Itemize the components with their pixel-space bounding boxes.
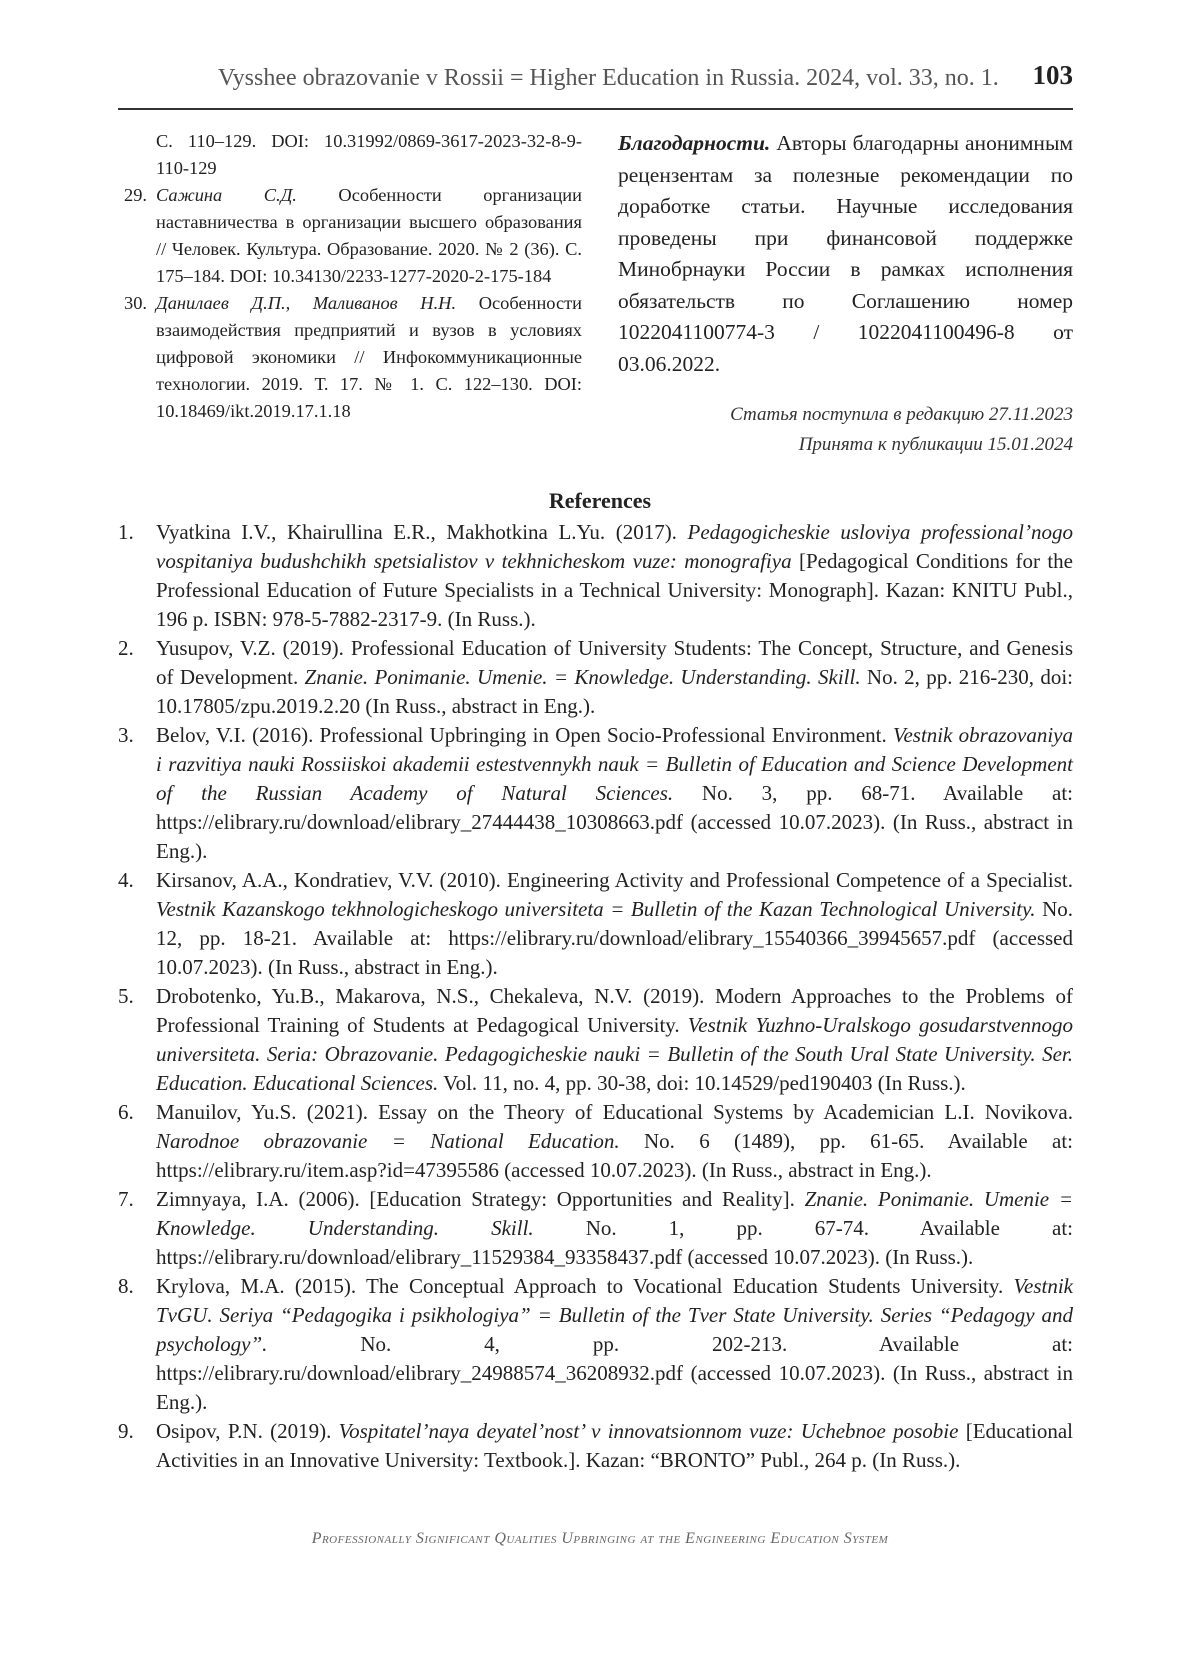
references-list	[118, 518, 1073, 1475]
received-date: Статья поступила в редакцию 27.11.2023	[730, 404, 1073, 425]
reference-item	[118, 982, 1073, 1098]
reference-source: Pedagogicheskie usloviya professional’nogo vospitaniya budushchikh spetsialistov v tekhnicheskom vuze: monografiya	[156, 520, 1074, 573]
acknowledgements-heading: Благодарности.	[618, 131, 771, 155]
reference-number: 1.	[118, 520, 134, 544]
reference-authors: Kirsanov, A.A., Kondratiev, V.V. (2010). Engineering Activity and Professional Competence of a Specialist.	[156, 868, 1073, 892]
reference-number: 5.	[118, 984, 134, 1008]
reference-item	[118, 518, 1073, 634]
reference-details: No. 1, pp. 67-74. Available at: https://elibrary.ru/download/elibrary_11529384_93358437.pdf (accessed 10.07.2023). (In Russ.).	[156, 1216, 1073, 1269]
acknowledgements	[618, 128, 1073, 380]
article-dates	[730, 400, 1073, 460]
reference-30	[124, 290, 582, 425]
reference-number: 30.	[124, 293, 147, 313]
reference-details: Vol. 11, no. 4, pp. 30-38, doi: 10.14529/ped190403 (In Russ.).	[438, 1071, 966, 1095]
reference-source: Vospitatel’naya deyatel’nost’ v innovatsionnom vuze: Uchebnoe posobie	[338, 1419, 959, 1443]
reference-number: 2.	[118, 636, 134, 660]
acknowledgements-text: Авторы благодарны анонимным рецензентам за полезные рекомендации по доработке статьи. Научные исследования проведены при финансовой поддержке Минобрнауки России в рамках исполнения обязательств по Соглашению номер 1022041100774-3 / 1022041100496-8 от 03.06.2022.	[618, 131, 1073, 376]
reference-details: No. 12, pp. 18-21. Available at: https://elibrary.ru/download/elibrary_15540366_39945657.pdf (accessed 10.07.2023). (In Russ., abstract in Eng.).	[156, 897, 1073, 979]
reference-number: 4.	[118, 868, 134, 892]
reference-authors: Krylova, M.A. (2015). The Conceptual Approach to Vocational Education Students University.	[156, 1274, 1014, 1298]
running-header	[118, 60, 1073, 110]
reference-details: No. 3, pp. 68-71. Available at: https://elibrary.ru/download/elibrary_27444438_10308663.pdf (accessed 10.07.2023). (In Russ., abstract in Eng.).	[156, 781, 1074, 863]
reference-source: Znanie. Ponimanie. Umenie. = Knowledge. Understanding. Skill.	[304, 665, 861, 689]
reference-29	[124, 182, 582, 290]
reference-details: [Educational Activities in an Innovative University: Textbook.]. Kazan: “BRONTO” Publ., 264 p. (In Russ.).	[156, 1419, 1073, 1472]
reference-number: 29.	[124, 185, 147, 205]
reference-source: Vestnik obrazovaniya i razvitiya nauki Rossiiskoi akademii estestvennykh nauk = Bulletin of Education and Science Development of the Russian Academy of Natural Sciences.	[156, 723, 1073, 805]
reference-item	[118, 1272, 1073, 1417]
page-number: 103	[1032, 60, 1073, 90]
reference-item	[118, 866, 1073, 982]
reference-source: Vestnik Kazanskogo tekhnologicheskogo universiteta = Bulletin of the Kazan Technological University.	[156, 897, 1036, 921]
reference-details: [Pedagogical Conditions for the Professional Education of Future Specialists in a Technical University: Monograph]. Kazan: KNITU Publ., 196 p. ISBN: 978-5-7882-2317-9. (In Russ.).	[156, 549, 1073, 631]
reference-continuation: С. 110–129. DOI: 10.31992/0869-3617-2023-32-8-9-110-129	[156, 131, 582, 178]
reference-authors: Yusupov, V.Z. (2019). Professional Education of University Students: The Concept, Structure, and Genesis of Development.	[156, 636, 1073, 689]
reference-authors: Belov, V.I. (2016). Professional Upbringing in Open Socio-Professional Environment.	[156, 723, 893, 747]
reference-number: 9.	[118, 1419, 134, 1443]
reference-number: 3.	[118, 723, 134, 747]
journal-title: Vysshee obrazovanie v Rossii = Higher Education in Russia. 2024, vol. 33, no. 1.	[218, 65, 999, 91]
reference-author: Данилаев Д.П., Маливанов Н.Н.	[156, 293, 457, 313]
reference-authors: Manuilov, Yu.S. (2021). Essay on the Theory of Educational Systems by Academician L.I. Novikova.	[156, 1100, 1073, 1124]
reference-item	[118, 1098, 1073, 1185]
reference-details: No. 4, pp. 202-213. Available at: https://elibrary.ru/download/elibrary_24988574_36208932.pdf (accessed 10.07.2023). (In Russ., abstract in Eng.).	[156, 1332, 1073, 1414]
references-title: References	[548, 488, 652, 513]
reference-item	[118, 1185, 1073, 1272]
reference-details: No. 2, pp. 216-230, doi: 10.17805/zpu.2019.2.20 (In Russ., abstract in Eng.).	[156, 665, 1074, 718]
reference-text: Особенности взаимодействия предприятий и вузов в условиях цифровой экономики // Инфокоммуникационные технологии. 2019. Т. 17. № 1. С. 122–130. DOI: 10.18469/ikt.2019.17.1.18	[156, 293, 582, 421]
reference-item	[118, 1417, 1073, 1475]
reference-source: Znanie. Ponimanie. Umenie = Knowledge. Understanding. Skill.	[156, 1187, 1074, 1240]
reference-source: Narodnoe obrazovanie = National Education.	[156, 1129, 620, 1153]
reference-number: 7.	[118, 1187, 134, 1211]
reference-author: Сажина С.Д.	[156, 185, 297, 205]
reference-details: No. 6 (1489), pp. 61-65. Available at: https://elibrary.ru/item.asp?id=47395586 (accessed 10.07.2023). (In Russ., abstract in Eng.).	[156, 1129, 1073, 1182]
reference-source: Vestnik TvGU. Seriya “Pedagogika i psikhologiya” = Bulletin of the Tver State University. Series “Pedagogy and psychology”.	[156, 1274, 1073, 1356]
accepted-date: Принята к публикации 15.01.2024	[798, 434, 1073, 455]
reference-number: 8.	[118, 1274, 134, 1298]
reference-authors: Drobotenko, Yu.B., Makarova, N.S., Chekaleva, N.V. (2019). Modern Approaches to the Problems of Professional Training of Students at Pedagogical University.	[156, 984, 1073, 1037]
reference-authors: Zimnyaya, I.A. (2006). [Education Strategy: Opportunities and Reality].	[156, 1187, 805, 1211]
running-footer: Professionally Significant Qualities Upbringing at the Engineering Education System	[311, 1530, 889, 1547]
reference-item	[118, 721, 1073, 866]
left-column-references	[124, 128, 582, 425]
reference-item	[118, 634, 1073, 721]
reference-number: 6.	[118, 1100, 134, 1124]
reference-authors: Osipov, P.N. (2019).	[156, 1419, 339, 1443]
reference-source: Vestnik Yuzhno-Uralskogo gosudarstvennogo universiteta. Seria: Obrazovanie. Pedagogicheskie nauki = Bulletin of the South Ural State University. Ser. Education. Educational Sciences.	[156, 1013, 1073, 1095]
reference-authors: Vyatkina I.V., Khairullina E.R., Makhotkina L.Yu. (2017).	[156, 520, 688, 544]
reference-text: Особенности организации наставничества в организации высшего образования // Человек. Культура. Образование. 2020. № 2 (36). С. 175–184. DOI: 10.34130/2233-1277-2020-2-175-184	[156, 185, 582, 286]
